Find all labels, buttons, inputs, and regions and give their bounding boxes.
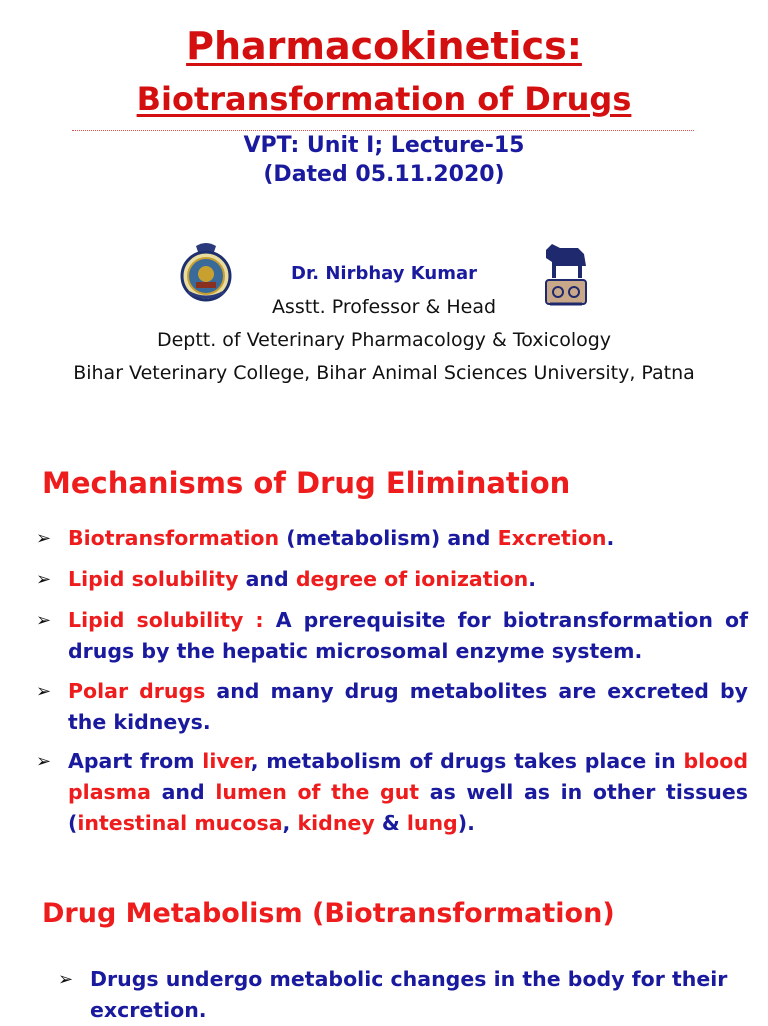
bullet-text bbox=[68, 564, 748, 595]
bullet-text-run: liver bbox=[202, 749, 251, 773]
bullet-text bbox=[68, 746, 748, 839]
bullet-item bbox=[36, 564, 748, 595]
bullet-text-run: Apart from bbox=[68, 749, 203, 773]
title-line-1: Pharmacokinetics: bbox=[186, 24, 582, 68]
bullet-text-run: intestinal mucosa bbox=[77, 811, 283, 835]
bullet-text-run: lung bbox=[406, 811, 458, 835]
bullet-text-run: . bbox=[606, 526, 615, 550]
section-heading-metabolism: Drug Metabolism (Biotransformation) bbox=[42, 898, 615, 929]
bullet-text-run: as well as in other tissues ( bbox=[68, 780, 748, 835]
bullet-text-run: Lipid solubility : bbox=[68, 608, 264, 632]
author-institution: Bihar Veterinary College, Bihar Animal Sciences University, Patna bbox=[73, 362, 695, 384]
bullet-item bbox=[36, 523, 748, 554]
bullet-text bbox=[90, 964, 748, 1026]
bullet-text-run: blood plasma bbox=[68, 749, 748, 804]
lecture-date: (Dated 05.11.2020) bbox=[263, 162, 505, 187]
bullet-text-run: degree of ionization bbox=[295, 567, 529, 591]
bullet-text-run: A prerequisite for biotransformation of drugs by the hepatic microsomal enzyme system. bbox=[68, 608, 748, 663]
lecture-info: VPT: Unit I; Lecture-15 bbox=[243, 133, 525, 158]
bullet-text-run: lumen of the gut bbox=[215, 780, 420, 804]
author-position: Asstt. Professor & Head bbox=[271, 296, 497, 318]
bullet-arrow-icon: ➢ bbox=[36, 610, 52, 631]
bullet-text-run: kidney bbox=[297, 811, 375, 835]
bullet-text-run: Lipid solubility bbox=[68, 567, 239, 591]
bullet-text-run: and bbox=[150, 780, 216, 804]
bullet-item bbox=[36, 676, 748, 738]
bullet-arrow-icon: ➢ bbox=[58, 969, 74, 990]
bullet-text-run: and bbox=[238, 567, 296, 591]
bullet-text bbox=[68, 605, 748, 667]
bullet-text-run: . bbox=[528, 567, 537, 591]
bullet-text bbox=[68, 676, 748, 738]
bullet-arrow-icon: ➢ bbox=[36, 751, 52, 772]
bullet-item bbox=[36, 746, 748, 839]
bullet-text-run: & bbox=[374, 811, 407, 835]
bullet-text-run: and many drug metabolites are excreted by the kidneys. bbox=[68, 679, 748, 734]
bullet-text-run: , bbox=[282, 811, 298, 835]
bullet-text-run: Polar drugs bbox=[68, 679, 206, 703]
title-line-2: Biotransformation of Drugs bbox=[136, 80, 632, 118]
bullet-item bbox=[58, 964, 748, 1026]
bullet-arrow-icon: ➢ bbox=[36, 569, 52, 590]
bullet-text-run: Excretion bbox=[497, 526, 607, 550]
author-name: Dr. Nirbhay Kumar bbox=[291, 263, 477, 284]
bullet-arrow-icon: ➢ bbox=[36, 681, 52, 702]
author-department: Deptt. of Veterinary Pharmacology & Toxicology bbox=[156, 329, 612, 351]
bullet-text-run: (metabolism) and bbox=[279, 526, 498, 550]
bullet-item bbox=[36, 605, 748, 667]
bullet-text-run: ). bbox=[457, 811, 475, 835]
bullet-text-run: , metabolism of drugs takes place in bbox=[250, 749, 684, 773]
section-heading-elimination: Mechanisms of Drug Elimination bbox=[42, 466, 571, 500]
bullet-arrow-icon: ➢ bbox=[36, 528, 52, 549]
bullet-text-run: Biotransformation bbox=[68, 526, 280, 550]
bullet-text-run: Drugs undergo metabolic changes in the body for their excretion. bbox=[90, 967, 728, 1022]
title-divider bbox=[72, 130, 694, 131]
bullet-text bbox=[68, 523, 748, 554]
